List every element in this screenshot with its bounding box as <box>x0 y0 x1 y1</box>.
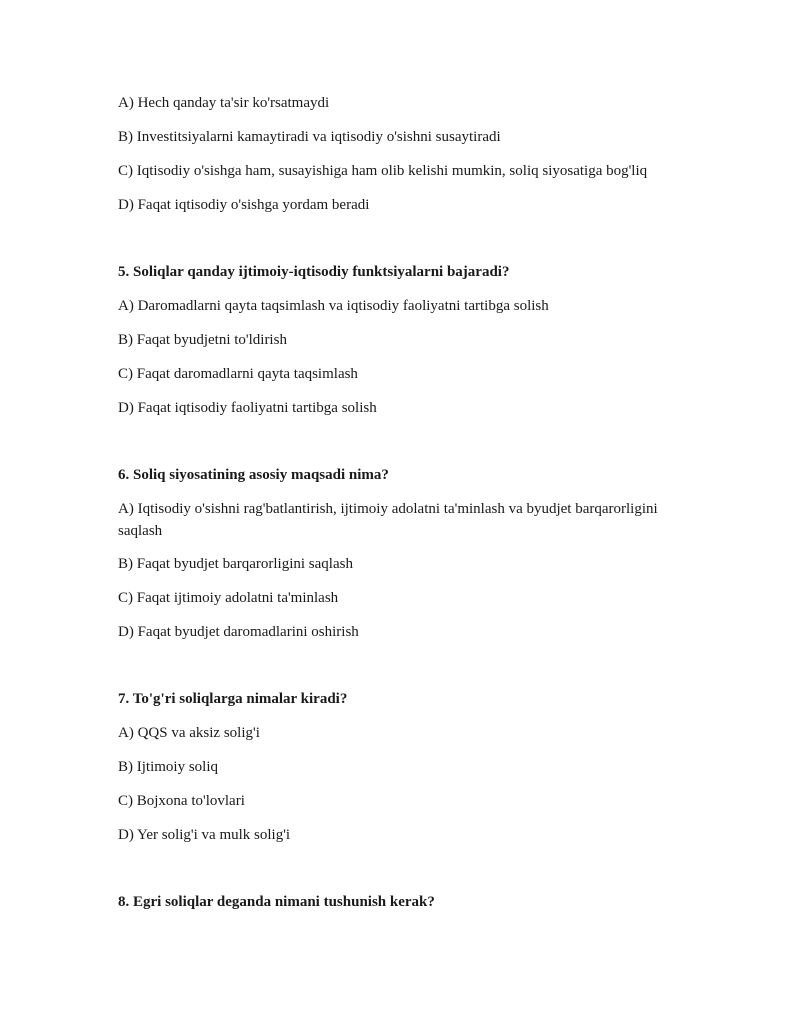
q7-option-a: A) QQS va aksiz solig'i <box>118 725 260 741</box>
q4-option-d: D) Faqat iqtisodiy o'sishga yordam beradi <box>118 197 370 213</box>
q7-option-c: C) Bojxona to'lovlari <box>118 793 245 809</box>
q5-option-b: B) Faqat byudjetni to'ldirish <box>118 332 287 348</box>
question-5: 5. Soliqlar qanday ijtimoiy-iqtisodiy funktsiyalarni bajaradi? <box>118 264 510 280</box>
q6-option-a: A) Iqtisodiy o'sishni rag'batlantirish, ijtimoiy adolatni ta'minlash va byudjet barqarorligini saqlash <box>118 501 658 539</box>
q6-option-d: D) Faqat byudjet daromadlarini oshirish <box>118 624 359 640</box>
q5-option-d: D) Faqat iqtisodiy faoliyatni tartibga solish <box>118 400 377 416</box>
question-7: 7. To'g'ri soliqlarga nimalar kiradi? <box>118 691 348 707</box>
q6-option-b: B) Faqat byudjet barqarorligini saqlash <box>118 556 353 572</box>
q4-option-a: A) Hech qanday ta'sir ko'rsatmaydi <box>118 95 330 111</box>
question-6: 6. Soliq siyosatining asosiy maqsadi nima? <box>118 467 389 483</box>
q5-option-c: C) Faqat daromadlarni qayta taqsimlash <box>118 366 358 382</box>
q6-option-c: C) Faqat ijtimoiy adolatni ta'minlash <box>118 590 339 606</box>
q7-option-b: B) Ijtimoiy soliq <box>118 759 219 775</box>
question-8: 8. Egri soliqlar deganda nimani tushunish kerak? <box>118 894 435 910</box>
q4-option-b: B) Investitsiyalarni kamaytiradi va iqtisodiy o'sishni susaytiradi <box>118 129 501 145</box>
q4-option-c: C) Iqtisodiy o'sishga ham, susayishiga ham olib kelishi mumkin, soliq siyosatiga bog'liq <box>118 163 648 179</box>
q7-option-d: D) Yer solig'i va mulk solig'i <box>118 827 291 843</box>
q5-option-a: A) Daromadlarni qayta taqsimlash va iqtisodiy faoliyatni tartibga solish <box>118 298 549 314</box>
